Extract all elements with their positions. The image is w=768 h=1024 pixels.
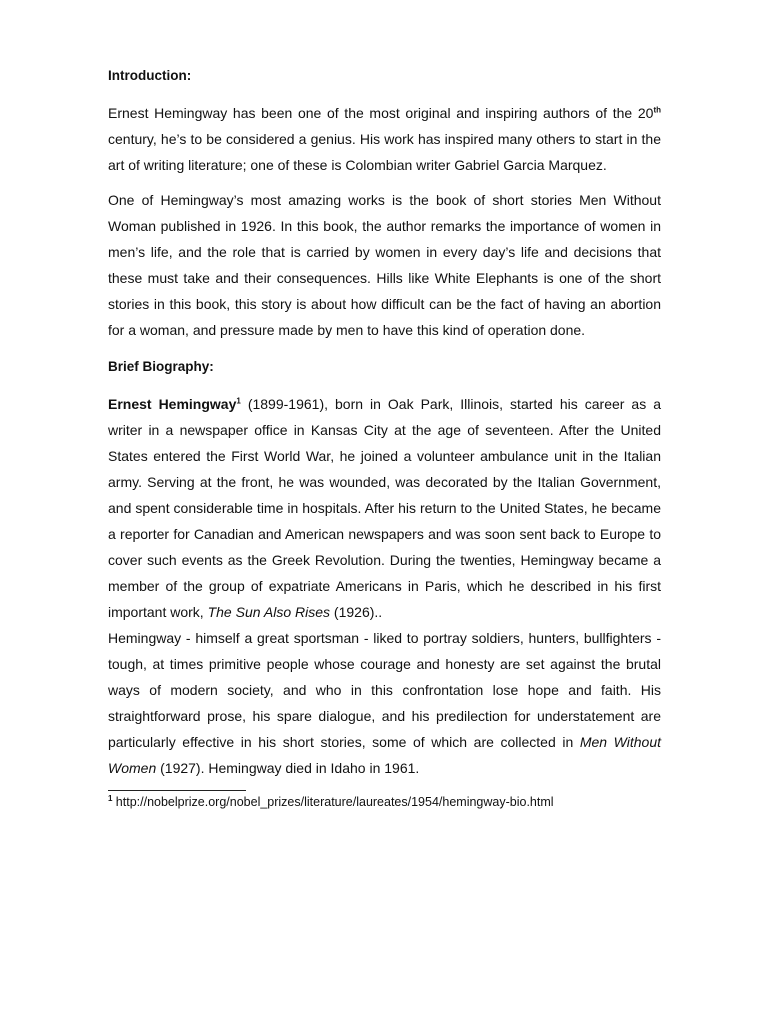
intro-p1-superscript: th (653, 105, 661, 115)
biography-text-c: Hemingway - himself a great sportsman - liked to portray soldiers, hunters, bullfighters - tough, at times primitive people whose courage and honesty are set against the brutal ways of modern society, and who in this confrontation lose hope and faith. His straightforward prose, his spare dialogue, and his predilection for understatement are particularly effective in his short stories, some of which are collected in (108, 630, 661, 750)
intro-p1-text-a: Ernest Hemingway has been one of the most original and inspiring authors of the 20 (108, 105, 654, 121)
document-body (108, 66, 661, 811)
footnote-separator (108, 790, 246, 791)
intro-paragraph-2: One of Hemingway’s most amazing works is the book of short stories Men Without Woman published in 1926. In this book, the author remarks the importance of women in men’s life, and the role that is carried by women in every day’s life and decisions that these must take and their consequences. Hills like White Elephants is one of the short stories in this book, this story is about how difficult can be the fact of having an abortion for a woman, and pressure made by men to have this kind of operation done. (108, 192, 661, 338)
biography-paragraph (108, 391, 661, 781)
footnote-url[interactable]: http://nobelprize.org/nobel_prizes/literature/laureates/1954/hemingway-bio.html (115, 795, 554, 809)
footnote-reference: 1 (236, 396, 241, 406)
footnote-marker: 1 (108, 794, 113, 803)
biography-name: Ernest Hemingway (108, 396, 237, 412)
footnote (108, 793, 661, 811)
book-title-sun-also-rises: The Sun Also Rises (207, 604, 331, 620)
biography-heading: Brief Biography: (108, 359, 214, 374)
introduction-heading: Introduction: (108, 68, 192, 83)
biography-text-a: (1899-1961), born in Oak Park, Illinois, started his career as a writer in a newspaper office in Kansas City at the age of seventeen. After the United States entered the First World War, he joined a volunteer ambulance unit in the Italian army. Serving at the front, he was wounded, was decorated by the Italian Government, and spent considerable time in hospitals. After his return to the United States, he became a reporter for Canadian and American newspapers and was soon sent back to Europe to cover such events as the Greek Revolution. During the twenties, Hemingway became a member of the group of expatriate Americans in Paris, which he described in his first important work, (108, 396, 661, 620)
intro-p1-text-b: century, he’s to be considered a genius. His work has inspired many others to start in the art of writing literature; one of these is Colombian writer Gabriel Garcia Marquez. (108, 131, 661, 173)
intro-paragraph-1 (108, 100, 661, 178)
biography-text-b: (1926).. (330, 604, 383, 620)
book-title-men-without-women: Men Without Women (108, 734, 661, 776)
biography-text-d: (1927). Hemingway died in Idaho in 1961. (156, 760, 420, 776)
